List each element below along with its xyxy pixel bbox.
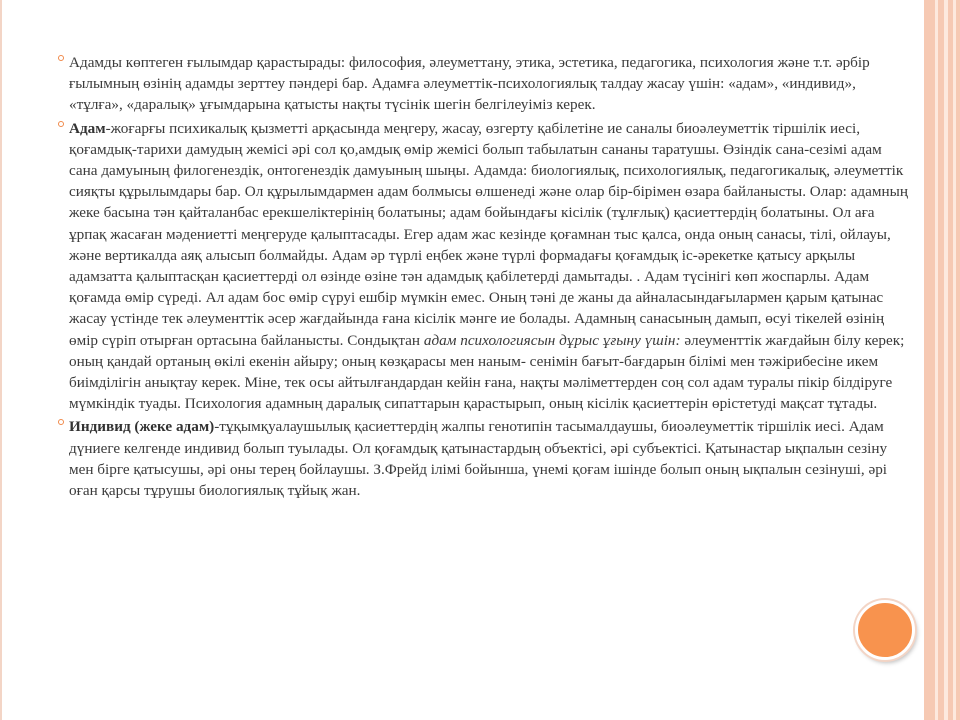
slide-body	[58, 52, 910, 501]
left-edge-line	[0, 0, 2, 720]
bullet-paragraph-3	[58, 416, 910, 501]
bullet-paragraph-1	[58, 52, 910, 116]
stripe	[935, 0, 938, 720]
stripe	[953, 0, 956, 720]
circle-bullet-icon	[58, 55, 64, 61]
circle-bullet-icon	[58, 121, 64, 127]
paragraph-text: -тұқымқуалаушылық қасиеттердің жалпы генотипін тасымалдаушы, биоәлеуметтік тіршілік иесі. Адам дүниеге келгенде индивид болып туылады. Ол қоғамдық қатынастардың объектісі, әрі субъектісі. Қатынастар ықпалын сезіну мен бірге қатысушы, әрі оны терең бойлаушы. З.Фрейд ілімі бойынша, үнемі қоғам ішінде болып оның ықпалын сезінуші, әрі оған қарсы тұрушы биологиялық тұйық жан.	[69, 418, 888, 500]
term-adam: Адам	[69, 119, 106, 137]
stripe	[944, 0, 948, 720]
paragraph-text: Адамды көптеген ғылымдар қарастырады: философия, әлеуметтану, этика, эстетика, педагогика, психология және т.т. әрбір ғылымның өзінің адамды зерттеу пәндері бар. Адамға әлеуметтік-психологиялық талдау жасау үшін: «адам», «индивид», «тұлға», «даралық» ұғымдарына қатысты нақты түсінік шегін белгілеуіміз керек.	[69, 54, 870, 114]
right-decorative-stripes	[924, 0, 960, 720]
term-individ: Индивид (жеке адам)	[69, 418, 215, 436]
orange-circle-decoration	[855, 600, 915, 660]
circle-bullet-icon	[58, 419, 64, 425]
paragraph-text: -жоғарғы психикалық қызметті арқасында меңгеру, жасау, өзгерту қабілетіне ие саналы биоәлеуметтік тіршілік иесі, қоғамдық-тарихи дамудың жемісі әрі сол қо,амдық өмір жемісі болып табылатын сананы таратушы. Өзіндік сана-сезімі адам сана дамуының филогенездік, онтогенездік дамуының шыңы. Адамда: биологиялық, психологиялық, педагогикалық, әлеуметтік сияқты құрылымдары бар. Ол құрылымдармен адам болмысы өлшенеді және олар бір-бірімен өзара байланысты. Олар: адамның жеке басына тән қайталанбас ерекшеліктерінің болатыны; адам бойындағы кісілік (тұлғлық) қасиеттердің болатыны. Ол аға ұрпақ жасаған мәдениетті меңгеруде қалыптасады. Егер адам жас кезінде қоғамнан тыс қалса, онда оның санасы, тілі, ойлауы, және вертикалда аяқ алысып болмайды. Адам әр түрлі еңбек және түрлі формадағы қоғамдық іс-әрекетке қатысу арқылы адамзатта қалыптасқан қасиеттерді ол өзінде өзіне тән адамдық қабілетерді дамытады. . Адам түсінігі көп жоспарлы. Адам қоғамда өмір сүреді. Ал адам бос өмір сүруі ешбір мүмкін емес. Оның тәні де жаны да айналасындағылармен қарым қатынас жасау үстінде тек әлеументтік әсер жағдайында ғана кісілік мәнге ие болады. Адамның санасының дамып, өсуі тікелей өзінің өмір сүріп отырған ортасына байланысты. Сондықтан	[69, 119, 908, 349]
italic-phrase: адам психологиясын дұрыс ұғыну үшін:	[423, 331, 681, 349]
paragraph-text-continued: әлеументтік жағдайын білу керек; оның қандай ортаның өкілі екенін айыру; оның көзқарасы мен наным- сенімін бағыт-бағдарын білімі мен тәжірибесіне икем биімділігін анықтау керек. Міне, тек осы айтылғандардан кейін ғана, нақты мәліметтерден соң сол адам туралы пікір білдіруге мүмкіндік туады. Психология адамның даралық сипаттарын қарастырып, оның кісілік қасиеттерін өрістетуді мақсат тұтады.	[69, 331, 905, 413]
bullet-paragraph-2	[58, 118, 910, 415]
